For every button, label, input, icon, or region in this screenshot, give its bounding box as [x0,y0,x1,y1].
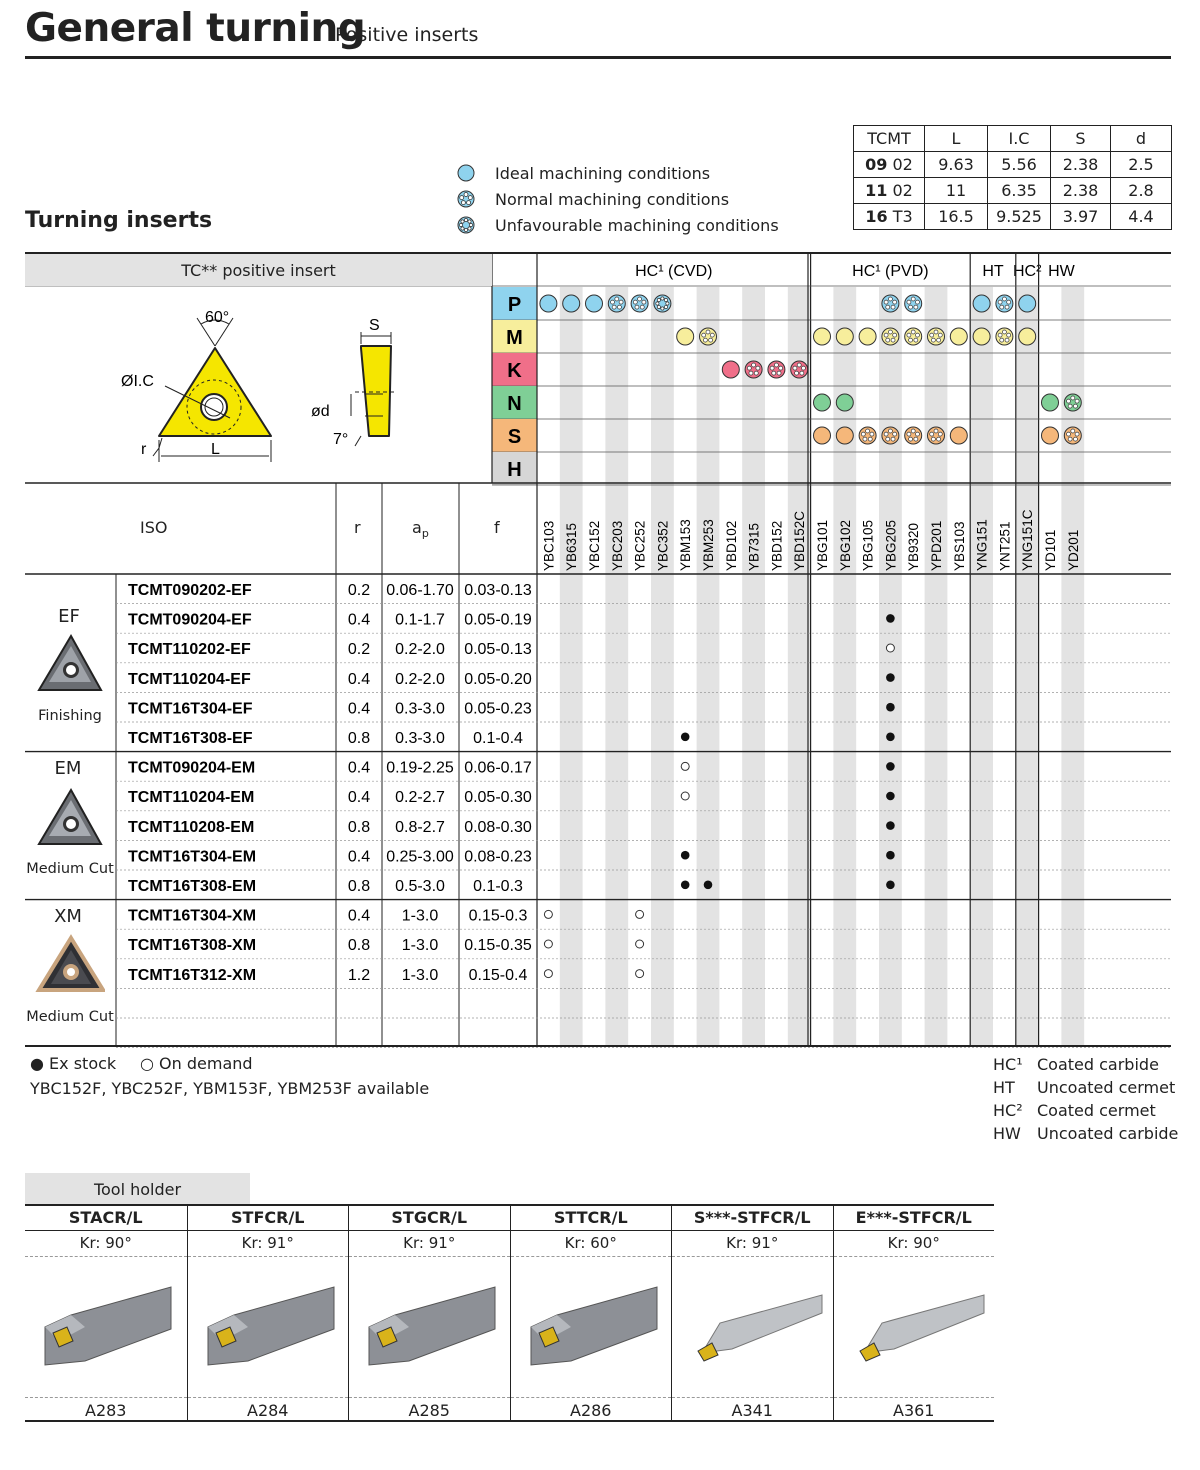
ideal-circle-icon [814,427,831,444]
holder-ref: A286 [570,1401,612,1420]
r-value: 0.2 [347,582,371,599]
ap-value: 0.3-3.0 [395,700,445,718]
material-label: N [507,393,522,415]
ideal-circle-icon [814,394,831,411]
grade-label: YBM253 [701,519,716,571]
holder-name: STTCR/L [511,1206,672,1231]
iso-code: TCMT110202-EF [128,641,251,659]
holder-name: STGCR/L [349,1206,510,1231]
f-value: 0.1-0.3 [473,878,523,895]
holder-kr: Kr: 90° [25,1231,187,1257]
normal-circle-icon [905,328,922,345]
holder-kr: Kr: 91° [188,1231,349,1257]
dims-header: S [1051,126,1111,152]
family-desc: Finishing [38,708,102,724]
iso-header: ISO [140,518,168,537]
on-demand-dot [544,970,552,978]
r-label: r [141,441,147,458]
ex-stock-dot [681,851,690,860]
ideal-circle-icon [859,328,876,345]
holder-name: STACR/L [25,1206,187,1231]
em-insert-photo [35,786,105,850]
r-value: 0.8 [347,878,371,895]
dims-IC: 6.35 [988,178,1051,204]
grade-label: YBD102 [723,520,739,571]
dims-header: d [1111,126,1172,152]
ideal-circle-icon [677,328,694,345]
dims-L: 11 [925,178,988,204]
f-value: 0.05-0.20 [464,670,532,688]
iso-code: TCMT110204-EF [128,670,251,688]
dims-S: 2.38 [1051,178,1111,204]
d-label: ød [311,403,330,420]
ap-header: $a_p$ [412,518,429,541]
f-value: 0.05-0.23 [464,700,532,718]
holder-kr: Kr: 90° [834,1231,995,1257]
normal-circle-icon [928,427,945,444]
abbr-item: HC² Coated cermet [993,1101,1156,1120]
iso-code: TCMT16T308-XM [128,937,257,955]
tool-holder-card [348,1204,510,1422]
group-label: HW [1048,263,1075,280]
grade-column-shade [742,287,765,1046]
tool-holder-card [25,1204,187,1422]
xm-insert-photo [35,934,105,998]
dims-L: 16.5 [925,204,988,230]
ideal-circle-icon [950,328,967,345]
grade-column-shade [651,287,674,1046]
grade-label: YPD201 [929,520,944,571]
page-subtitle: Positive inserts [335,24,479,46]
grade-label: YBD152C [792,510,808,571]
S-label: S [369,317,380,334]
normal-circle-icon [745,361,762,378]
tool-holder-image [25,1257,187,1398]
holder-ref: A361 [893,1401,935,1420]
tool-holder-card [671,1204,833,1422]
normal-circle-icon [1064,427,1081,444]
f-value: 0.15-0.3 [468,907,528,925]
grade-column-shade [970,287,993,1046]
tool-holder-card [833,1204,995,1422]
ideal-circle-icon [836,328,853,345]
tool-holder-image [511,1257,672,1398]
insert-diagram [25,288,492,482]
r-value: 0.8 [347,818,371,836]
r-value: 0.8 [347,937,371,955]
holder-ref: A284 [247,1401,289,1420]
grade-label: YNG151 [974,519,990,571]
holder-name: E***-STFCR/L [834,1206,995,1231]
dims-header: L [925,126,988,152]
family-code: XM [54,906,82,927]
r-value: 1.2 [347,966,371,984]
material-label: K [507,360,522,382]
ideal-circle-icon [540,295,557,312]
f-value: 0.05-0.19 [464,611,532,629]
tool-holder-image [672,1257,833,1398]
normal-circle-icon [882,427,899,444]
iso-code: TCMT16T308-EM [128,878,257,895]
ideal-circle-icon [1019,295,1036,312]
grade-label: YBG101 [815,519,830,571]
abbr-item: HT Uncoated cermet [993,1078,1176,1097]
ideal-circle-icon [586,295,603,312]
normal-circle-icon [608,295,625,312]
clearance-label: 7° [333,431,349,448]
grade-column-shade [560,287,583,1046]
ideal-circle-icon [814,328,831,345]
iso-code: TCMT16T304-EF [128,700,253,718]
demand-note: ○ On demand [140,1054,253,1073]
ap-value: 0.25-3.00 [386,848,454,866]
f-value: 0.1-0.4 [473,730,523,747]
ideal-circle-icon [1019,328,1036,345]
normal-circle-icon [928,328,945,345]
normal-circle-icon [791,361,808,378]
r-value: 0.4 [347,789,371,807]
f-value: 0.15-0.35 [464,937,532,955]
ap-value: 1-3.0 [401,907,439,925]
grade-label: YBC203 [609,520,625,571]
tool-holder-title: Tool holder [25,1173,250,1205]
available-note: YBC152F, YBC252F, YBM153F, YBM253F available [30,1079,430,1098]
ap-value: 0.06-1.70 [386,582,454,599]
material-label: S [507,426,522,448]
ideal-circle-icon [836,394,853,411]
legend-label: Unfavourable machining conditions [495,215,779,235]
grade-label: YNT251 [997,521,1013,571]
r-value: 0.4 [347,611,371,629]
r-header: r [354,518,361,537]
normal-circle-icon [700,328,717,345]
f-header: f [494,518,500,537]
ex-stock-dot [886,851,895,860]
r-value: 0.4 [347,700,371,718]
ap-value: 0.5-3.0 [395,878,445,895]
ideal-circle-icon [973,295,990,312]
r-value: 0.8 [347,730,371,747]
family-code: EF [58,606,80,627]
holder-ref: A285 [408,1401,450,1420]
grade-label: YBG102 [837,519,853,571]
on-demand-dot [636,910,644,918]
dims-header: TCMT [854,126,925,152]
ap-value: 0.8-2.7 [395,818,445,836]
ap-value: 1-3.0 [401,937,439,955]
tool-holder-card [187,1204,349,1422]
ap-value: 1-3.0 [401,966,439,984]
normal-circle-icon [996,295,1013,312]
grade-label: YBC152 [587,520,602,571]
iso-code: TCMT16T304-EM [128,848,257,866]
ideal-circle-icon [973,328,990,345]
on-demand-dot [636,940,644,948]
normal-circle-icon [1064,394,1081,411]
dims-d: 2.5 [1111,152,1172,178]
ic-label: ØI.C [121,373,154,390]
holder-name: STFCR/L [188,1206,349,1231]
dims-code: 09 02 [854,152,925,178]
grade-column-shade [788,287,811,1046]
ex-stock-dot [681,733,690,742]
page-title: General turning [25,6,366,51]
ex-stock-dot [886,792,895,801]
normal-circle-icon [882,328,899,345]
dims-L: 9.63 [925,152,988,178]
f-value: 0.03-0.13 [464,582,532,599]
legend-label: Normal machining conditions [495,189,730,209]
grade-label: YBD152 [769,520,785,571]
legend-label: Ideal machining conditions [495,163,711,183]
normal-circle-icon [905,427,922,444]
f-value: 0.15-0.4 [468,966,528,984]
r-value: 0.4 [347,670,371,688]
holder-kr: Kr: 60° [511,1231,672,1257]
ap-value: 0.2-2.0 [395,670,445,688]
group-label: HC¹ (PVD) [852,263,929,280]
grade-label: YD101 [1043,529,1058,571]
on-demand-dot [544,940,552,948]
r-value: 0.4 [347,907,371,925]
grade-label: YB7315 [746,522,762,571]
ideal-circle-icon [836,427,853,444]
iso-code: TCMT16T308-EF [128,730,253,747]
dims-IC: 9.525 [988,204,1051,230]
dims-S: 2.38 [1051,152,1111,178]
normal-circle-icon [996,328,1013,345]
f-value: 0.08-0.23 [464,848,532,866]
ideal-circle-icon [722,361,739,378]
ex-stock-dot [886,733,895,742]
side-insert-drawing [351,332,397,446]
abbr-list [993,1055,1178,1147]
on-demand-dot [681,792,689,800]
ap-value: 0.2-2.0 [395,641,445,659]
normal-circle-icon [905,295,922,312]
abbr-item: HW Uncoated carbide [993,1124,1179,1143]
dims-d: 4.4 [1111,204,1172,230]
group-label: HT [982,263,1004,280]
insert-panel-title: TC** positive insert [25,254,492,286]
angle-label: 60° [205,309,230,326]
ap-value: 0.19-2.25 [386,759,454,777]
abbr-item: HC¹ Coated carbide [993,1055,1159,1074]
ap-value: 0.2-2.7 [395,789,445,807]
f-value: 0.05-0.13 [464,641,532,659]
grade-column-shade [1016,287,1039,1046]
group-label: HC² [1012,263,1042,280]
material-label: P [507,294,522,316]
on-demand-dot [681,762,689,770]
holder-ref: A283 [85,1401,127,1420]
ex-stock-dot [886,703,895,712]
material-label: H [507,459,522,481]
holder-name: S***-STFCR/L [672,1206,833,1231]
stock-note: ● Ex stock [30,1054,117,1073]
ex-stock-dot [886,614,895,623]
normal-circle-icon [882,295,899,312]
iso-code: TCMT110204-EM [128,789,255,807]
ex-stock-dot [681,881,690,890]
family-code: EM [54,758,82,779]
normal-circle-icon [859,427,876,444]
r-value: 0.2 [347,641,371,659]
grade-label: YNG151C [1020,509,1036,571]
tool-holders [25,1204,994,1424]
grade-label: YB9320 [906,522,922,571]
ex-stock-dot [886,881,895,890]
f-value: 0.06-0.17 [464,759,532,777]
ex-stock-dot [886,762,895,771]
grade-label: YBC103 [541,520,557,571]
ex-stock-dot [704,881,713,890]
ideal-circle-icon [1042,394,1059,411]
holder-kr: Kr: 91° [672,1231,833,1257]
grade-column-shade [879,287,902,1046]
dims-header: I.C [988,126,1051,152]
grade-column-shade [925,287,948,1046]
normal-circle-icon [768,361,785,378]
ef-insert-photo [35,632,105,696]
ap-value: 0.1-1.7 [395,611,445,629]
dims-S: 3.97 [1051,204,1111,230]
group-label: HC¹ (CVD) [635,263,713,280]
ideal-circle-icon [950,427,967,444]
iso-code: TCMT090204-EF [128,611,252,629]
grade-column-shade [605,287,628,1046]
iso-code: TCMT110208-EM [128,818,255,836]
f-value: 0.08-0.30 [464,818,532,836]
dims-d: 2.8 [1111,178,1172,204]
on-demand-dot [636,970,644,978]
ideal-circle-icon [1042,427,1059,444]
iso-code: TCMT090202-EF [128,582,252,599]
grade-label: YBC352 [655,520,671,571]
tool-holder-image [188,1257,349,1398]
iso-code: TCMT16T304-XM [128,907,257,925]
grade-column-shade [697,287,720,1046]
tool-holder-image [349,1257,510,1398]
family-desc: Medium Cut [26,1009,114,1025]
L-label: L [211,441,220,458]
ideal-circle-icon [563,295,580,312]
tool-holder-card [510,1204,672,1422]
section-title: Turning inserts [25,208,213,233]
grade-label: YBG105 [860,519,876,571]
dims-IC: 5.56 [988,152,1051,178]
ex-stock-dot [886,673,895,682]
f-value: 0.05-0.30 [464,789,532,807]
holder-kr: Kr: 91° [349,1231,510,1257]
dims-code: 11 02 [854,178,925,204]
grade-label: YBS103 [951,521,967,571]
grade-label: YBM153 [678,519,694,571]
on-demand-dot [886,644,894,652]
dims-code: 16 T3 [854,204,925,230]
grade-label: YB6315 [564,522,580,571]
holder-ref: A341 [731,1401,773,1420]
grade-label: YBC252 [632,520,648,571]
family-desc: Medium Cut [26,861,114,877]
iso-code: TCMT16T312-XM [128,966,257,984]
r-value: 0.4 [347,848,371,866]
on-demand-dot [544,910,552,918]
r-value: 0.4 [347,759,371,777]
ap-value: 0.3-3.0 [395,730,445,747]
grade-label: YBG205 [883,519,899,571]
unfavourable-circle-icon [654,295,671,312]
iso-code: TCMT090204-EM [128,759,256,777]
normal-circle-icon [631,295,648,312]
material-label: M [506,327,523,349]
tool-holder-image [834,1257,995,1398]
grade-label: YD201 [1065,529,1081,571]
ex-stock-dot [886,821,895,830]
